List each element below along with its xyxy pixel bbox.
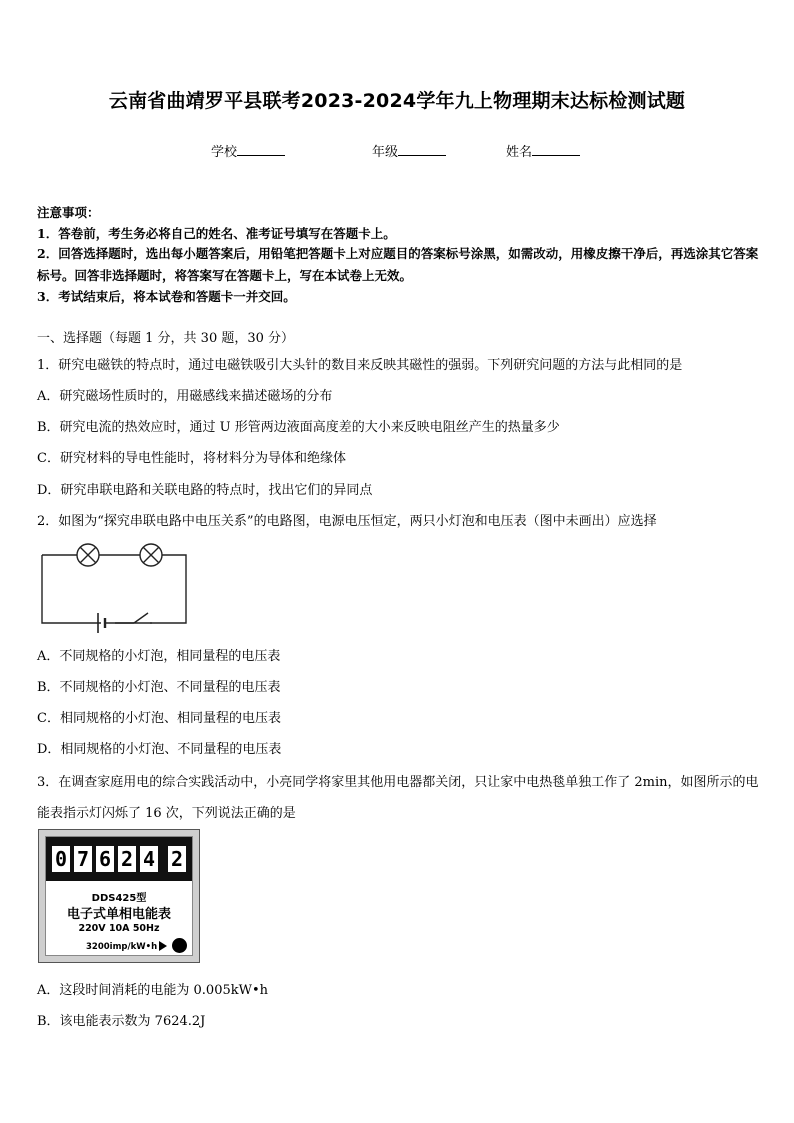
meter-digit-5: 4 [140,846,158,872]
question-1-stem: 1．研究电磁铁的特点时，通过电磁铁吸引大头针的数目来反映其磁性的强弱。下列研究问题的方法与此相同的是 [37,358,683,373]
grade-blank[interactable] [398,143,446,156]
name-field [506,141,580,160]
circuit-wire [42,555,186,623]
grade-field [372,141,446,160]
question-1-option-d: D．研究串联电路和关联电路的特点时，找出它们的异同点 [37,483,373,498]
meter-digit-decimal: 2 [168,846,186,872]
meter-model: DDS425型 [91,893,147,904]
indicator-light-icon [172,938,187,953]
circuit-diagram [38,537,190,633]
notes-heading: 注意事项： [37,205,100,220]
school-field [211,141,285,160]
question-2-option-d: D．相同规格的小灯泡、不同量程的电压表 [37,742,282,757]
meter-digit-3: 6 [96,846,114,872]
question-2-stem: 2．如图为“探究串联电路中电压关系”的电路图，电源电压恒定，两只小灯泡和电压表（图中未画出）应选择 [37,514,657,529]
meter-display [46,837,192,881]
bulb-1-icon [77,544,99,566]
school-blank[interactable] [237,143,285,156]
school-label: 学校 [211,145,238,160]
question-1-option-b: B．研究电流的热效应时，通过 U 形管两边液面高度差的大小来反映电阻丝产生的热量多少 [37,420,560,435]
energy-meter-image [38,829,200,963]
page-title: 云南省曲靖罗平县联考2023-2024学年九上物理期末达标检测试题 [108,90,686,112]
question-3-stem: 3．在调查家庭用电的综合实践活动中，小亮同学将家里其他用电器都关闭，只让家中电热毯单独工作了 2min，如图所示的电能表指示灯闪烁了 16 次，下列说法正确的是 [37,775,759,821]
question-1-option-c: C．研究材料的导电性能时，将材料分为导体和绝缘体 [37,451,346,466]
energy-meter-panel [45,836,193,956]
name-label: 姓名 [506,145,533,160]
question-2-option-c: C．相同规格的小灯泡、相同量程的电压表 [37,711,281,726]
section-heading: 一、选择题（每题 1 分，共 30 题，30 分） [37,331,295,346]
question-3-option-a: A．这段时间消耗的电能为 0.005kW•h [37,983,269,998]
meter-digit-1: 0 [52,846,70,872]
note-item-3: 3．考试结束后，将本试卷和答题卡一并交回。 [37,289,296,304]
name-blank[interactable] [532,143,580,156]
note-item-2: 2．回答选择题时，选出每小题答案后，用铅笔把答题卡上对应题目的答案标号涂黑，如需改动，用橡皮擦干净后，再选涂其它答案标号。回答非选择题时，将答案写在答题卡上，写在本试卷上无效。 [37,246,759,283]
grade-label: 年级 [372,145,399,160]
question-2-option-a: A．不同规格的小灯泡，相同量程的电压表 [37,649,281,664]
bulb-2-icon [140,544,162,566]
meter-constant: 3200imp/kW•h [86,942,158,952]
meter-name: 电子式单相电能表 [66,907,171,922]
meter-spec: 220V 10A 50Hz [78,923,160,934]
question-2-option-b: B．不同规格的小灯泡、不同量程的电压表 [37,680,281,695]
question-1-option-a: A．研究磁场性质时的，用磁感线来描述磁场的分布 [37,389,333,404]
note-item-1: 1．答卷前，考生务必将自己的姓名、准考证号填写在答题卡上。 [37,226,396,241]
question-3-option-b: B．该电能表示数为 7624.2J [37,1014,206,1029]
meter-digit-2: 7 [74,846,92,872]
meter-digit-4: 2 [118,846,136,872]
arrow-right-icon [159,941,167,951]
switch-icon [105,613,152,623]
